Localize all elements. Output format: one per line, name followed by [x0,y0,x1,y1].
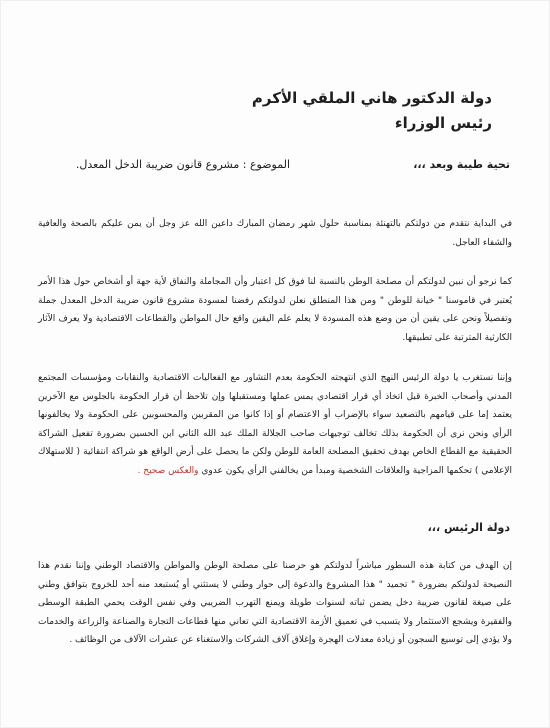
paragraph-2: كما نرجو أن نبين لدولتكم أن مصلحة الوطن بالنسبة لنا فوق كل اعتبار وأن المجاملة والنفاق لأية جهة أو أشخاص حول هذا الأمر يُعتبر في قاموسنا " خيانة للوطن " ومن هذا المنطلق نعلن لدولتكم رفضنا لمسودة مشروع قانون ضريبة الدخل المعدل جملة وتفصيلاً ونحن على يقين أن من وضع هذه المسودة لا يعلم علم اليقين واقع حال المواطن والقطاعات الاقتصادية ولا يعرف الآثار الكارثية المترتبة على تطبيقها. [38,277,512,343]
addressee-name: دولة الدكتور هاني الملقي الأكرم [251,89,492,107]
paragraph-3 [38,369,512,480]
addressee-title: رئيس الوزراء [394,114,492,132]
paragraph-4: إن الهدف من كتابة هذه السطور مباشراً لدولتكم هو حرصنا على مصلحة الوطن والمواطن والاقتصاد الوطني وإننا نقدم هذا النصيحة لدولتكم بضرورة " تجميد " هذا المشروع والدعوة إلى حوار وطني لا يستثني أو يُستبعد منه أحد للخروج بتوافق وطني على صيغة لقانون ضريبة دخل يضمن ثباته لسنوات طويلة ويمنع التهرب الضريبي وفي نفس الوقت يحمي الطبقة الوسطى والفقيرة ويشجع الاستثمار ولا يتسبب في تعميق الأزمة الاقتصادية التي تعاني منها قطاعات التجارة والصناعة والزراعة والخدمات ولا يؤدي إلى توسيع السجون أو زيادة معدلات الهجرة وإغلاق آلاف الشركات والاستغناء عن عشرات الآلاف من الوظائف . [38,561,512,645]
paragraph-3-tail: والعكس صحيح . [137,465,199,476]
greeting: تحية طيبة وبعد ،،، [413,158,510,171]
subject-line: الموضوع : مشروع قانون ضريبة الدخل المعدل. [75,158,290,171]
paragraph-3-body: وإننا نستغرب يا دولة الرئيس النهج الذي انتهجته الحكومة بعدم التشاور مع الفعاليات الاقتصادية والنقابات ومؤسسات المجتمع المدني وأصحاب الخبرة قبل اتخاذ أي قرار اقتصادي يمس عملها ومستقبلها وإن تلاحظ أن قرار الحكومة بالجلوس مع الآخرين يعتمد إما على قيامهم بالتصعيد سواء بالإضراب أو الاعتصام أو إذا كانوا من المقربين والمحسوبين على الحكومة ولا يخالفونها الرأي ونحن نرى أن الحكومة بذلك تخالف توجيهات صاحب الجلالة الملك عبد الله الثاني ابن الحسين بضرورة تفعيل الشراكة الحقيقية مع القطاع الخاص بهدف تحقيق المصلحة العامة للوطن ولكن ما يحصل على أرض الواقع هو شراكة انتقائية ( للاستهلاك الإعلامي ) تحكمها المزاجية والعلاقات الشخصية ومبدأ من يخالفني الرأي يكون عدوي [38,373,512,476]
paragraph-1: في البداية نتقدم من دولتكم بالتهنئة بمناسبة حلول شهر رمضان المبارك داعين الله عز وجل أن يمن عليكم بالصحة والعافية والشفاء العاجل. [38,219,512,248]
greeting-row [40,158,510,180]
addressee-block [252,86,492,136]
section-heading: دولة الرئيس ،،، [427,521,510,534]
